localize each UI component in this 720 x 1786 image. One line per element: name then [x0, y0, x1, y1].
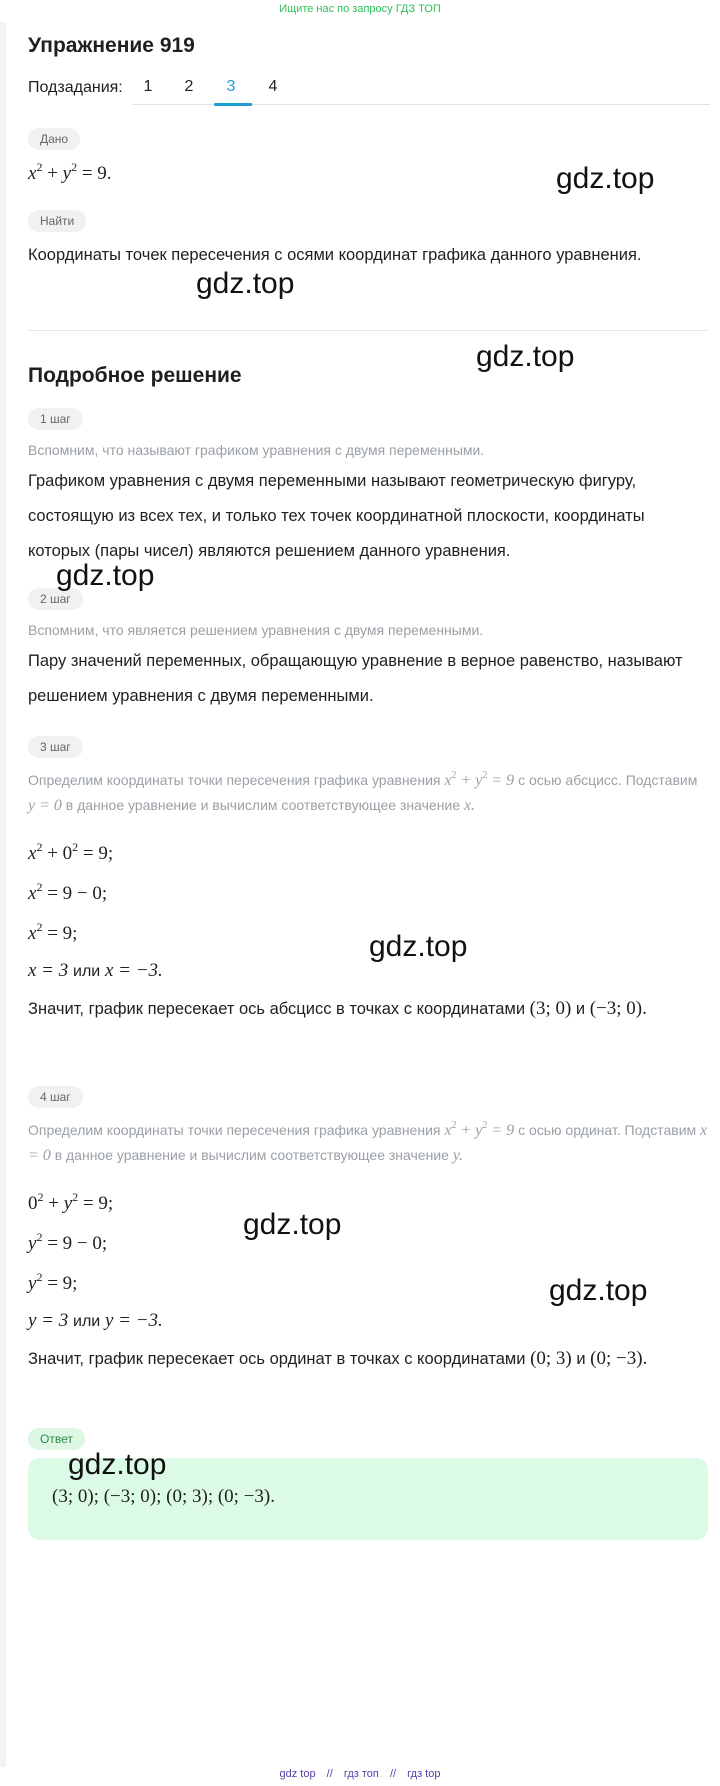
footer-link-3[interactable]: гдз top: [407, 1768, 441, 1780]
page-title: Упражнение 919: [28, 34, 195, 57]
solution-title: Подробное решение: [28, 364, 242, 387]
given-equation: $x^2 + y^2 = 9$.: [28, 160, 112, 184]
watermark: gdz.top: [56, 559, 155, 592]
step-2-text: Пару значений переменных, обращающую уравнение в верное равенство, называют решением уравнения с двумя переменными.: [28, 652, 683, 705]
tab-subtask-3[interactable]: 3: [226, 78, 236, 95]
step-4-line-4: y = 3 или y = −3.: [28, 1310, 163, 1331]
active-tab-indicator: [214, 103, 252, 106]
search-banner: Ищите нас по запросу ГДЗ ТОП: [279, 3, 441, 15]
step-3-line-2: $x^2 = 9 - 0$;: [28, 880, 108, 904]
step-4-line-1: $0^2 + y^2 = 9$;: [28, 1190, 114, 1214]
step-1-chip: 1 шаг: [28, 408, 83, 430]
footer-link-1[interactable]: gdz top: [279, 1768, 316, 1780]
step-3-chip: 3 шаг: [28, 736, 83, 758]
watermark: gdz.top: [196, 267, 295, 300]
step-3-conclusion: Значит, график пересекает ось абсцисс в точках с координатами (3; 0) и (−3; 0).: [28, 998, 647, 1019]
watermark: gdz.top: [556, 162, 655, 195]
find-text: Координаты точек пересечения с осями координат графика данного уравнения.: [28, 246, 642, 264]
watermark: gdz.top: [549, 1274, 648, 1307]
step-3-line-4: x = 3 или x = −3.: [28, 960, 163, 981]
footer: [0, 1768, 720, 1780]
watermark: gdz.top: [243, 1208, 342, 1241]
step-4-line-3: $y^2 = 9$;: [28, 1270, 78, 1294]
step-2-chip: 2 шаг: [28, 588, 83, 610]
tab-subtask-1[interactable]: 1: [143, 78, 153, 95]
given-chip: Дано: [28, 128, 80, 150]
tab-subtask-2[interactable]: 2: [184, 78, 194, 95]
watermark: gdz.top: [476, 340, 575, 373]
step-4-line-2: $y^2 = 9 - 0$;: [28, 1230, 108, 1254]
step-1-hint: Вспомним, что называют графиком уравнения с двумя переменными.: [28, 442, 485, 458]
step-3-line-3: $x^2 = 9$;: [28, 920, 78, 944]
tab-subtask-4[interactable]: 4: [268, 78, 278, 95]
step-4-hint: Определим координаты точки пересечения графика уравнения $x^2 + y^2 = 9$ с осью ординат. Подставим x = 0 в данное уравнение и вычислим соответствующее значение y.: [28, 1120, 708, 1164]
answer-chip: Ответ: [28, 1428, 85, 1450]
step-3-line-1: $x^2 + 0^2 = 9$;: [28, 840, 114, 864]
step-3-hint: Определим координаты точки пересечения графика уравнения $x^2 + y^2 = 9$ с осью абсцисс. Подставим y = 0 в данное уравнение и вычислим соответствующее значение x.: [28, 770, 698, 814]
watermark: gdz.top: [68, 1448, 167, 1481]
section-divider: [28, 330, 708, 331]
find-chip: Найти: [28, 210, 86, 232]
step-2-hint: Вспомним, что является решением уравнения с двумя переменными.: [28, 622, 484, 638]
step-1-text: Графиком уравнения с двумя переменными называют геометрическую фигуру, состоящую из всех тех, и только тех точек координатной плоскости, координаты которых (пары чисел) являются решением данного уравнения.: [28, 472, 645, 560]
answer-text: (3; 0); (−3; 0); (0; 3); (0; −3).: [52, 1486, 275, 1507]
exercise-card: [6, 22, 714, 1767]
subtasks-label: Подзадания:: [28, 79, 123, 96]
footer-link-2[interactable]: гдз топ: [343, 1768, 379, 1780]
step-4-conclusion: Значит, график пересекает ось ординат в точках с координатами (0; 3) и (0; −3).: [28, 1348, 648, 1369]
footer-separator: //: [389, 1768, 397, 1780]
step-4-chip: 4 шаг: [28, 1086, 83, 1108]
footer-separator: //: [326, 1768, 333, 1780]
watermark: gdz.top: [369, 930, 468, 963]
